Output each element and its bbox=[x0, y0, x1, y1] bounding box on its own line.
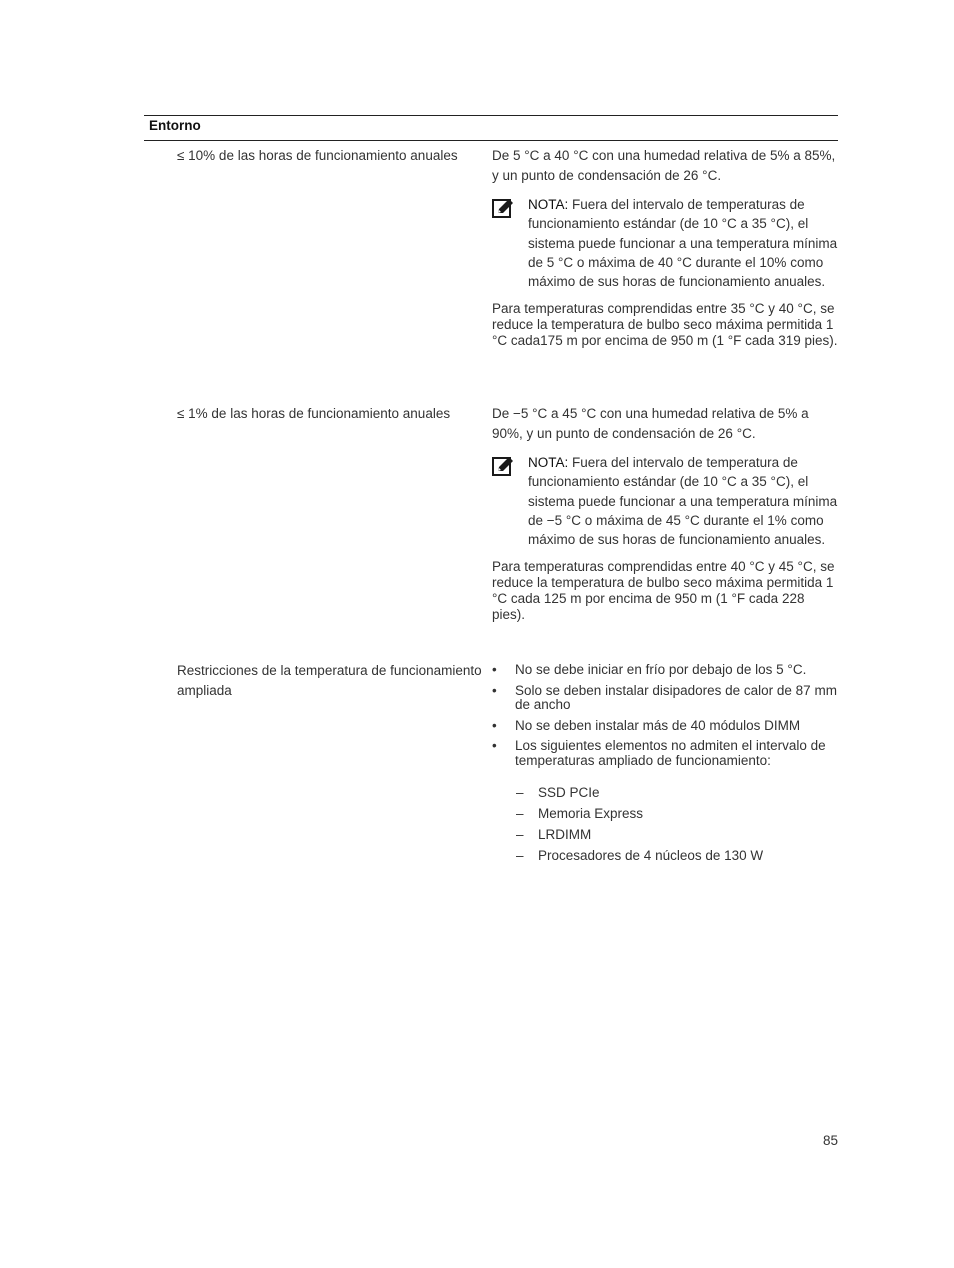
bullet-icon: • bbox=[492, 717, 497, 733]
table-top-rule bbox=[144, 115, 838, 116]
restriction-list bbox=[492, 663, 838, 768]
list-item: • No se debe iniciar en frío por debajo de los 5 °C. bbox=[492, 662, 807, 677]
bullet-icon: • bbox=[492, 682, 497, 698]
dash-icon: – bbox=[516, 785, 524, 800]
list-item: – Procesadores de 4 núcleos de 130 W bbox=[492, 845, 838, 866]
table-header-rule bbox=[144, 140, 838, 141]
intro-text: De −5 °C a 45 °C con una humedad relativa de 5% a 90%, y un punto de condensación de 26 °C. bbox=[492, 406, 809, 441]
row-label: Restricciones de la temperatura de funcionamiento ampliada bbox=[177, 663, 482, 698]
page-number: 85 bbox=[822, 1133, 838, 1148]
intro-text: De 5 °C a 40 °C con una humedad relativa de 5% a 85%, y un punto de condensación de 26 °C. bbox=[492, 148, 836, 183]
dash-icon: – bbox=[516, 848, 524, 863]
note-label: NOTA: bbox=[528, 197, 569, 212]
row-label: ≤ 1% de las horas de funcionamiento anuales bbox=[177, 406, 451, 421]
bullet-icon: • bbox=[492, 662, 497, 677]
row-content bbox=[492, 663, 838, 866]
derating-text: Para temperaturas comprendidas entre 40 °C y 45 °C, se reduce la temperatura de bulbo seco máxima permitida 1 °C cada 125 m por encima de 950 m (1 °F cada 228 pies). bbox=[492, 559, 835, 623]
list-item: • No se deben instalar más de 40 módulos DIMM bbox=[492, 717, 801, 733]
bullet-icon: • bbox=[492, 738, 497, 753]
row-content bbox=[492, 146, 838, 349]
note-text: Fuera del intervalo de temperaturas de funcionamiento estándar (de 10 °C a 35 °C), el sistema puede funcionar a una temperatura mínima de 5 °C o máxima de 40 °C durante el 10% como máximo de sus horas de funcionamiento anuales. bbox=[528, 197, 838, 290]
derating-text: Para temperaturas comprendidas entre 35 °C y 40 °C, se reduce la temperatura de bulbo seco máxima permitida 1 °C cada175 m por encima de 950 m (1 °F cada 319 pies). bbox=[492, 301, 838, 349]
list-item: – SSD PCIe bbox=[492, 782, 838, 803]
list-item: – LRDIMM bbox=[492, 824, 838, 845]
dash-icon: – bbox=[516, 806, 524, 821]
note-block bbox=[492, 453, 838, 549]
list-item: – Memoria Express bbox=[492, 803, 838, 824]
list-item: • Solo se deben instalar disipadores de calor de 87 mm de ancho bbox=[492, 682, 837, 712]
note-text: Fuera del intervalo de temperatura de funcionamiento estándar (de 10 °C a 35 °C), el sistema puede funcionar a una temperatura mínima de −5 °C o máxima de 45 °C durante el 1% como máximo de sus horas de funcionamiento anuales. bbox=[528, 455, 838, 548]
note-label: NOTA: bbox=[528, 455, 569, 470]
table-header: Entorno bbox=[149, 118, 201, 133]
list-item: • Los siguientes elementos no admiten el intervalo de temperaturas ampliado de funcionamiento: bbox=[492, 738, 826, 768]
row-label: ≤ 10% de las horas de funcionamiento anuales bbox=[177, 148, 458, 163]
note-block bbox=[492, 195, 838, 291]
pencil-note-icon bbox=[492, 198, 514, 218]
pencil-note-icon bbox=[492, 456, 514, 476]
unsupported-items-list bbox=[492, 782, 838, 866]
dash-icon: – bbox=[516, 827, 524, 842]
row-content bbox=[492, 404, 838, 623]
